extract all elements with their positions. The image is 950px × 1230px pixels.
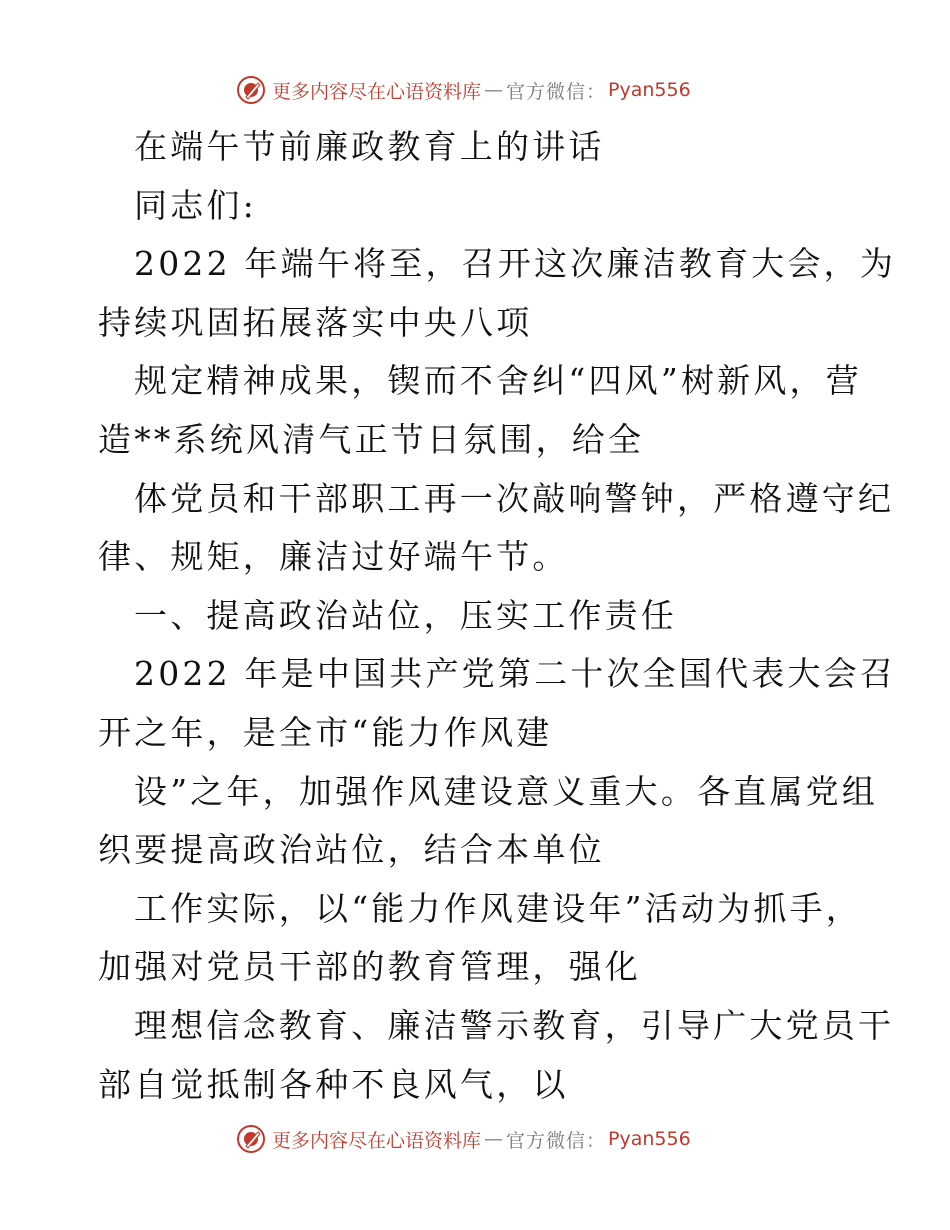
doc-line: 设”之年，加强作风建设意义重大。各直属党组 <box>134 771 879 811</box>
watermark-main-text: 更多内容尽在心语资料库 <box>272 1129 482 1152</box>
doc-section-heading: 一、提高政治站位，压实工作责任 <box>134 595 677 635</box>
watermark-header <box>236 73 691 107</box>
doc-salutation: 同志们: <box>134 185 257 225</box>
doc-line: 规定精神成果，锲而不舍纠“四风”树新风，营 <box>134 361 862 401</box>
doc-line: 加强对党员干部的教育管理，强化 <box>98 947 641 987</box>
pen-logo-icon <box>236 75 266 105</box>
doc-line: 造**系统风清气正节日氛围，给全 <box>98 419 645 459</box>
doc-line: 持续巩固拓展落实中央八项 <box>98 302 533 342</box>
doc-line: 律、规矩，廉洁过好端午节。 <box>98 537 569 577</box>
doc-line: 工作实际，以“能力作风建设年”活动为抓手， <box>134 888 862 928</box>
watermark-dash: — <box>484 1128 504 1150</box>
doc-title: 在端午节前廉政教育上的讲话 <box>134 127 605 166</box>
watermark-wechat-id: Pyan556 <box>608 79 691 101</box>
watermark-dash: — <box>484 79 504 101</box>
document-body <box>98 118 897 1114</box>
doc-line: 体党员和干部职工再一次敲响警钟，严格遵守纪 <box>134 478 895 518</box>
doc-line: 部自觉抵制各种不良风气，以 <box>98 1064 569 1104</box>
doc-line: 2022 年端午将至，召开这次廉洁教育大会，为 <box>134 244 897 284</box>
watermark-sub-text: 官方微信： <box>506 80 607 103</box>
watermark-wechat-id: Pyan556 <box>608 1128 691 1150</box>
doc-line: 2022 年是中国共产党第二十次全国代表大会召 <box>134 654 897 694</box>
watermark-sub-text: 官方微信： <box>506 1129 607 1152</box>
doc-line: 理想信念教育、廉洁警示教育，引导广大党员干 <box>134 1005 895 1045</box>
watermark-footer <box>236 1122 691 1156</box>
watermark-main-text: 更多内容尽在心语资料库 <box>272 80 482 103</box>
doc-line: 开之年，是全市“能力作风建 <box>98 712 553 752</box>
pen-logo-icon <box>236 1124 266 1154</box>
doc-line: 织要提高政治站位，结合本单位 <box>98 830 605 870</box>
